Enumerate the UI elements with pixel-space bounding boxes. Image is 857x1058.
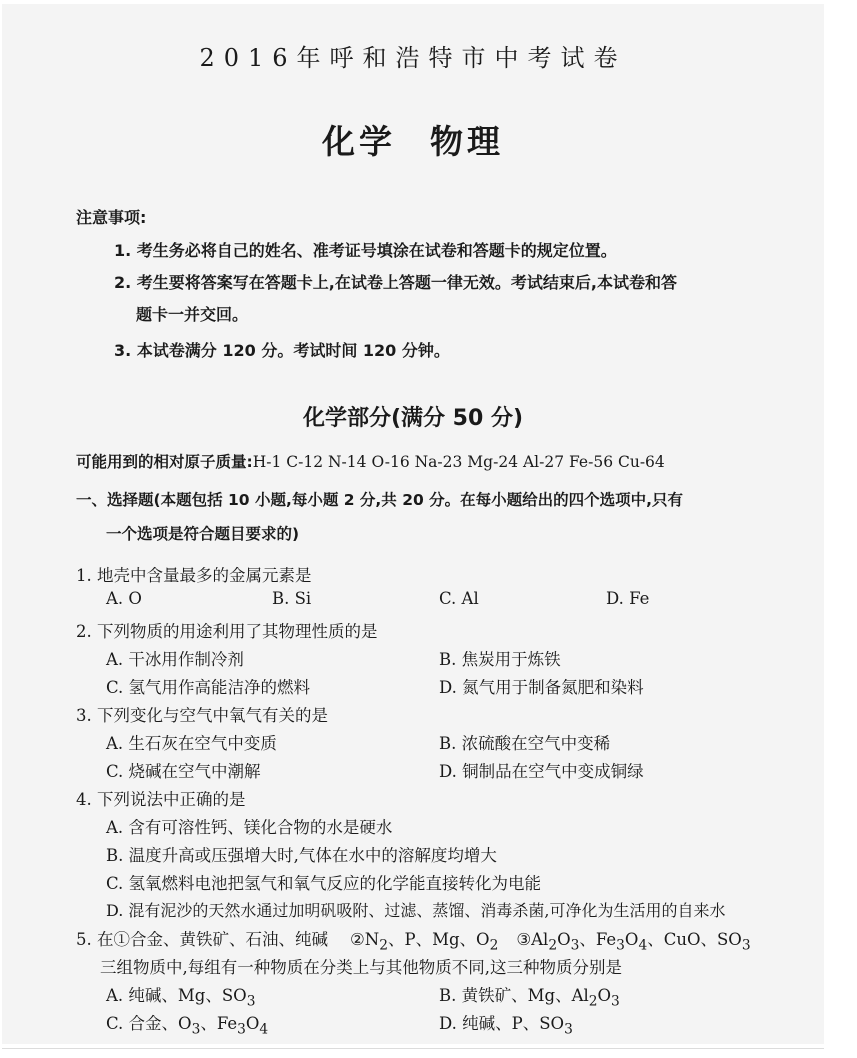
q3-option-a: A. 生石灰在空气中变质 <box>106 734 277 753</box>
q5-option-b: B. 黄铁矿、Mg、$Al_2O_3$ <box>439 986 620 1010</box>
page-bottom-rule <box>2 1048 824 1049</box>
q5-option-d: D. 纯碱、P、$SO_3$ <box>439 1014 573 1038</box>
q2-option-c: C. 氢气用作高能洁净的燃料 <box>106 678 311 697</box>
q3-option-c: C. 烧碱在空气中潮解 <box>106 762 261 781</box>
q5-group3: $③Al_2O_3$、$Fe_3O_4$、CuO、$SO_3$ <box>516 930 751 954</box>
q1-option-c: C. Al <box>439 589 479 608</box>
q5-stem <box>76 926 751 953</box>
q2-option-a: A. 干冰用作制冷剂 <box>106 650 244 669</box>
q3-option-d: D. 铜制品在空气中变成铜绿 <box>439 762 644 781</box>
atomic-masses: H-1 C-12 N-14 O-16 Na-23 Mg-24 Al-27 Fe-56 Cu-64 <box>252 453 665 471</box>
q1-option-d: D. Fe <box>606 589 650 608</box>
exam-title: 2016年呼和浩特市中考试卷 <box>199 44 627 72</box>
subject-title <box>2 116 824 163</box>
q4-option-c: C. 氢氧燃料电池把氢气和氧气反应的化学能直接转化为电能 <box>106 874 542 893</box>
q2-stem: 2. 下列物质的用途利用了其物理性质的是 <box>76 622 378 641</box>
notice-heading: 注意事项: <box>76 208 147 227</box>
notice-item-2-cont: 题卡一并交回。 <box>136 305 249 324</box>
part1-heading: 一、选择题(本题包括 10 小题,每小题 2 分,共 20 分。在每小题给出的四个选项中,只有 <box>76 491 684 509</box>
q5-stem-cont: 三组物质中,每组有一种物质在分类上与其他物质不同,这三种物质分别是 <box>100 958 622 977</box>
q1-option-b: B. Si <box>272 589 312 608</box>
q5-group2: $②N_2$、P、Mg、$O_2$ <box>350 930 499 954</box>
notice-item-2: 2. 考生要将答案写在答题卡上,在试卷上答题一律无效。考试结束后,本试卷和答 <box>114 273 677 292</box>
q1-stem: 1. 地壳中含量最多的金属元素是 <box>76 566 312 585</box>
q2-option-d: D. 氮气用于制备氮肥和染料 <box>439 678 644 697</box>
q3-option-b: B. 浓硫酸在空气中变稀 <box>439 734 611 753</box>
exam-page <box>2 4 824 1044</box>
part1-heading-cont: 一个选项是符合题目要求的) <box>106 525 300 543</box>
q4-option-d: D. 混有泥沙的天然水通过加明矾吸附、过滤、蒸馏、消毒杀菌,可净化为生活用的自来水 <box>106 901 726 920</box>
q4-option-b: B. 温度升高或压强增大时,气体在水中的溶解度均增大 <box>106 846 497 865</box>
q5-group1: 5. 在①合金、黄铁矿、石油、纯碱 <box>76 930 328 949</box>
q1-option-a: A. O <box>106 589 142 608</box>
q5-option-c: C. 合金、$O_3$、$Fe_3O_4$ <box>106 1014 269 1038</box>
atomic-masses-line <box>76 450 665 472</box>
notice-item-1: 1. 考生务必将自己的姓名、准考证号填涂在试卷和答题卡的规定位置。 <box>114 241 617 260</box>
section-title: 化学部分(满分 50 分) <box>302 406 524 431</box>
q4-stem: 4. 下列说法中正确的是 <box>76 790 246 809</box>
subject-physics: 物理 <box>430 122 504 161</box>
q2-option-b: B. 焦炭用于炼铁 <box>439 650 561 669</box>
notice-item-3: 3. 本试卷满分 120 分。考试时间 120 分钟。 <box>114 341 450 360</box>
subject-chemistry: 化学 <box>322 122 396 161</box>
right-margin-strip <box>824 0 857 1054</box>
q5-option-a: A. 纯碱、Mg、$SO_3$ <box>106 986 256 1010</box>
q4-option-a: A. 含有可溶性钙、镁化合物的水是硬水 <box>106 818 393 837</box>
q3-stem: 3. 下列变化与空气中氧气有关的是 <box>76 706 328 725</box>
atomic-masses-label: 可能用到的相对原子质量: <box>76 453 253 471</box>
